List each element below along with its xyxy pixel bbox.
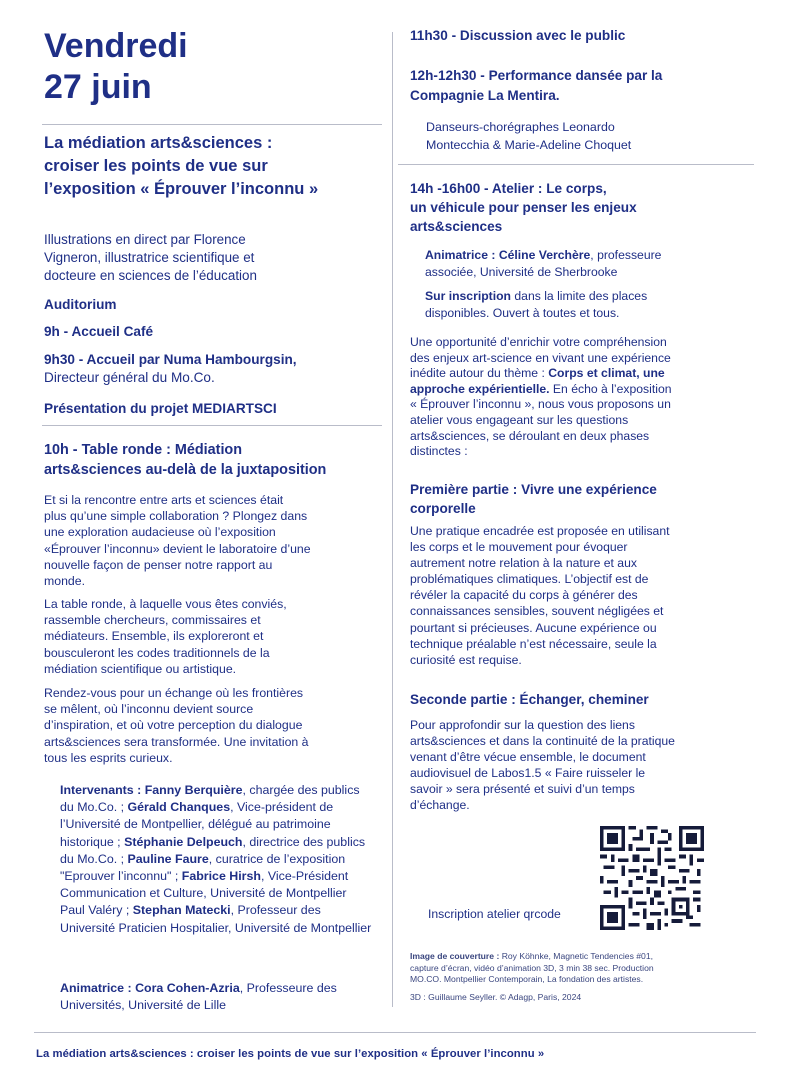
roundtable-animatrice	[60, 980, 376, 1014]
credits-line: Roy Köhnke, Magnetic Tendencies #01,	[499, 951, 653, 961]
intervenant-role: , Vice-Président Communication et Culture, Université de Montpellier Paul Valéry ;	[60, 869, 349, 918]
roundtable-para-3	[44, 685, 384, 766]
text-line: distinctes :	[410, 444, 468, 459]
atelier-rule	[398, 164, 754, 165]
inscription-bold: Sur inscription	[425, 289, 511, 303]
part1-title-line: Première partie : Vivre une expérience	[410, 482, 657, 497]
day-name: Vendredi	[44, 27, 188, 65]
animatrice-name: Cora Cohen-Azria	[135, 981, 240, 995]
atelier-title-line: 14h -16h00 - Atelier : Le corps,	[410, 181, 607, 196]
text-line: Une pratique encadrée est proposée en utilisant	[410, 524, 670, 538]
event-title	[44, 132, 384, 201]
roundtable-para-1	[44, 492, 384, 589]
footer-rule	[34, 1032, 756, 1033]
text-line: médiateurs. Ensemble, ils exploreront et	[44, 629, 264, 644]
text-line: autrement notre relation à la nature et aux	[410, 556, 637, 571]
intervenant-role: , Professeur des Université Praticien Hospitalier, Université de Montpellier	[60, 903, 372, 935]
project-presentation: Présentation du projet MEDIARTSCI	[44, 401, 277, 416]
text-line: curiosité est requise.	[410, 652, 522, 667]
qr-code-icon[interactable]	[600, 826, 704, 930]
intervenants-label: Intervenants :	[60, 783, 142, 797]
text-line: arts&sciences et dans la continuité de la pratique	[410, 734, 675, 749]
text-line: des enjeux art-science en vivant une expérience	[410, 350, 671, 365]
text-line: « Éprouver l’inconnu », nous vous proposons un	[410, 397, 671, 412]
animatrice-label: Animatrice :	[425, 248, 496, 262]
text-line: se mêlent, où l’inconnu devient source	[44, 702, 254, 717]
inscription-text: disponibles. Ouvert à toutes et tous.	[425, 306, 620, 320]
text-line: Une opportunité d’enrichir votre compréhension	[410, 335, 667, 349]
part2-text	[410, 717, 755, 814]
text-line: tous les esprits curieux.	[44, 750, 173, 765]
text-line: une exploration audacieuse où l’exposition	[44, 525, 276, 540]
part1-title	[410, 480, 755, 518]
image-credits	[410, 951, 755, 1003]
column-divider	[392, 32, 393, 1007]
text-line: savoir » sera présenté et suivi d’un temps	[410, 782, 635, 797]
director-title: Directeur général du Mo.Co.	[44, 370, 215, 385]
event-title-line: l’exposition « Éprouver l’inconnu »	[44, 180, 319, 198]
text-line: plus qu’une simple collaboration ? Plongez dans	[44, 509, 308, 524]
intervenant-name: Fabrice Hirsh	[181, 869, 261, 884]
text-line: arts&sciences sera transformée. Une invitation à	[44, 734, 309, 749]
text-line: La table ronde, à laquelle vous êtes conviés,	[44, 597, 287, 611]
theme-bold: approche expérientielle.	[410, 381, 550, 396]
atelier-inscription	[425, 288, 755, 322]
dancers-line: Montecchia & Marie-Adeline Choquet	[426, 138, 632, 152]
text-line: d’échange.	[410, 798, 470, 813]
text-line: les corps et le mouvement pour évoquer	[410, 540, 628, 555]
text-line: d’inspiration, et où votre perception du dialogue	[44, 718, 303, 733]
text-line: rassemble chercheurs, commissaires et	[44, 613, 261, 628]
intervenants	[60, 782, 372, 937]
credits-line: MO.CO. Montpellier Contemporain, La fondation des artistes.	[410, 974, 644, 985]
text-line: connaissances sensibles, souvent négligées et	[410, 604, 664, 619]
text-line: Rendez-vous pour un échange où les frontières	[44, 686, 304, 700]
animatrice-role: , Professeure des Universités, Université de Lille	[60, 981, 337, 1012]
discussion: 11h30 - Discussion avec le public	[410, 28, 626, 43]
text-line: problématiques climatiques. L’objectif est de	[410, 572, 649, 587]
intervenant-name: Stéphanie Delpeuch	[124, 834, 243, 849]
roundtable-title	[44, 440, 384, 480]
performance-dancers	[426, 118, 746, 154]
intervenant-role: , curatrice de l’exposition "Eprouver l’inconnu" ;	[60, 851, 346, 884]
footer-title: La médiation arts&sciences : croiser les points de vue sur l’exposition « Éprouver l’inconnu »	[36, 1048, 545, 1060]
illustrations-line: docteure en sciences de l’éducation	[44, 268, 257, 283]
text-line: venant d’être vécue ensemble, le document	[410, 750, 646, 765]
animatrice-role: associée, Université de Sherbrooke	[425, 265, 618, 279]
intervenant-name: Stephan Matecki	[132, 903, 231, 918]
location: Auditorium	[44, 297, 117, 312]
performance-title	[410, 66, 750, 106]
inscription-text: dans la limite des places	[511, 289, 648, 303]
credits-line: capture d’écran, vidéo d’animation 3D, 3 min 38 sec. Production	[410, 962, 654, 973]
accueil-cafe: 9h - Accueil Café	[44, 324, 154, 339]
intervenant-name: Gérald Chanques	[127, 800, 231, 815]
event-title-line: croiser les points de vue sur	[44, 157, 268, 175]
roundtable-rule	[42, 425, 382, 426]
atelier-intro	[410, 335, 755, 460]
day-date: 27 juin	[44, 68, 152, 106]
atelier-title-line: un véhicule pour penser les enjeux	[410, 200, 637, 215]
accueil-director	[44, 351, 297, 387]
animatrice-role: , professeure	[590, 248, 662, 262]
text-line: médiation scientifique ou artistique.	[44, 661, 237, 676]
text-line: arts&sciences, se déroulant en deux phases	[410, 428, 650, 443]
text-line: monde.	[44, 574, 86, 589]
intervenant-name: Fanny Berquière	[144, 783, 243, 797]
event-title-line: La médiation arts&sciences :	[44, 134, 273, 152]
credits-copyright: 3D : Guillaume Seyller. © Adagp, Paris, 2024	[410, 991, 582, 1002]
accueil-director-line: 9h30 - Accueil par Numa Hambourgsin,	[44, 352, 297, 367]
intervenant-role: , Vice-président de l’Université de Montpellier, délégué au patrimoine historique ;	[60, 800, 334, 849]
text-line: pourtant si précieuses. Aucune expérience ou	[410, 620, 657, 635]
part1-text	[410, 523, 755, 668]
text-line: révéler la capacité du corps à générer des	[410, 588, 638, 603]
text-line: nouvelle façon de penser notre rapport au	[44, 557, 273, 572]
animatrice-name: Céline Verchère	[498, 248, 591, 262]
intervenant-name: Pauline Faure	[127, 851, 209, 866]
part1-title-line: corporelle	[410, 501, 476, 516]
title-rule	[42, 124, 382, 125]
text-line: atelier vous engageant sur les questions	[410, 412, 629, 427]
text-line: En écho à l’exposition	[549, 381, 672, 396]
part2-title: Seconde partie : Échanger, cheminer	[410, 692, 649, 707]
animatrice-label: Animatrice :	[60, 981, 132, 995]
illustrations-line: Illustrations en direct par Florence	[44, 232, 246, 247]
intervenant-role: , chargée des publics du Mo.Co. ;	[60, 783, 360, 815]
illustrations-line: Vigneron, illustratrice scientifique et	[44, 250, 255, 265]
performance-title-line: Compagnie La Mentira.	[410, 88, 560, 103]
text-line: inédite autour du thème :	[410, 366, 545, 381]
text-line: audiovisuel de Labos1.5 « Faire ruisseler le	[410, 766, 646, 781]
text-line: Et si la rencontre entre arts et sciences était	[44, 493, 284, 507]
atelier-title-line: arts&sciences	[410, 219, 503, 234]
text-line: technique préalable n’est nécessaire, seule la	[410, 636, 657, 651]
intervenant-role: , directrice des publics du Mo.Co. ;	[60, 834, 366, 866]
roundtable-title-line: 10h - Table ronde : Médiation	[44, 442, 243, 458]
text-line: bousculeront les codes traditionnels de la	[44, 645, 270, 660]
event-day	[44, 26, 188, 108]
performance-title-line: 12h-12h30 - Performance dansée par la	[410, 68, 663, 83]
atelier-title	[410, 179, 750, 236]
text-line: «Éprouver l’inconnu» devient le laboratoire d’une	[44, 541, 311, 556]
qr-label: Inscription atelier qrcode	[428, 907, 561, 921]
credits-label: Image de couverture :	[410, 951, 500, 961]
text-line: Pour approfondir sur la question des liens	[410, 718, 635, 732]
roundtable-title-line: arts&sciences au-delà de la juxtaposition	[44, 462, 327, 478]
dancers-line: Danseurs-chorégraphes Leonardo	[426, 120, 615, 134]
roundtable-para-2	[44, 596, 384, 677]
illustrations-credit	[44, 231, 380, 285]
theme-bold: Corps et climat, une	[544, 366, 665, 381]
atelier-animatrice	[425, 247, 755, 281]
